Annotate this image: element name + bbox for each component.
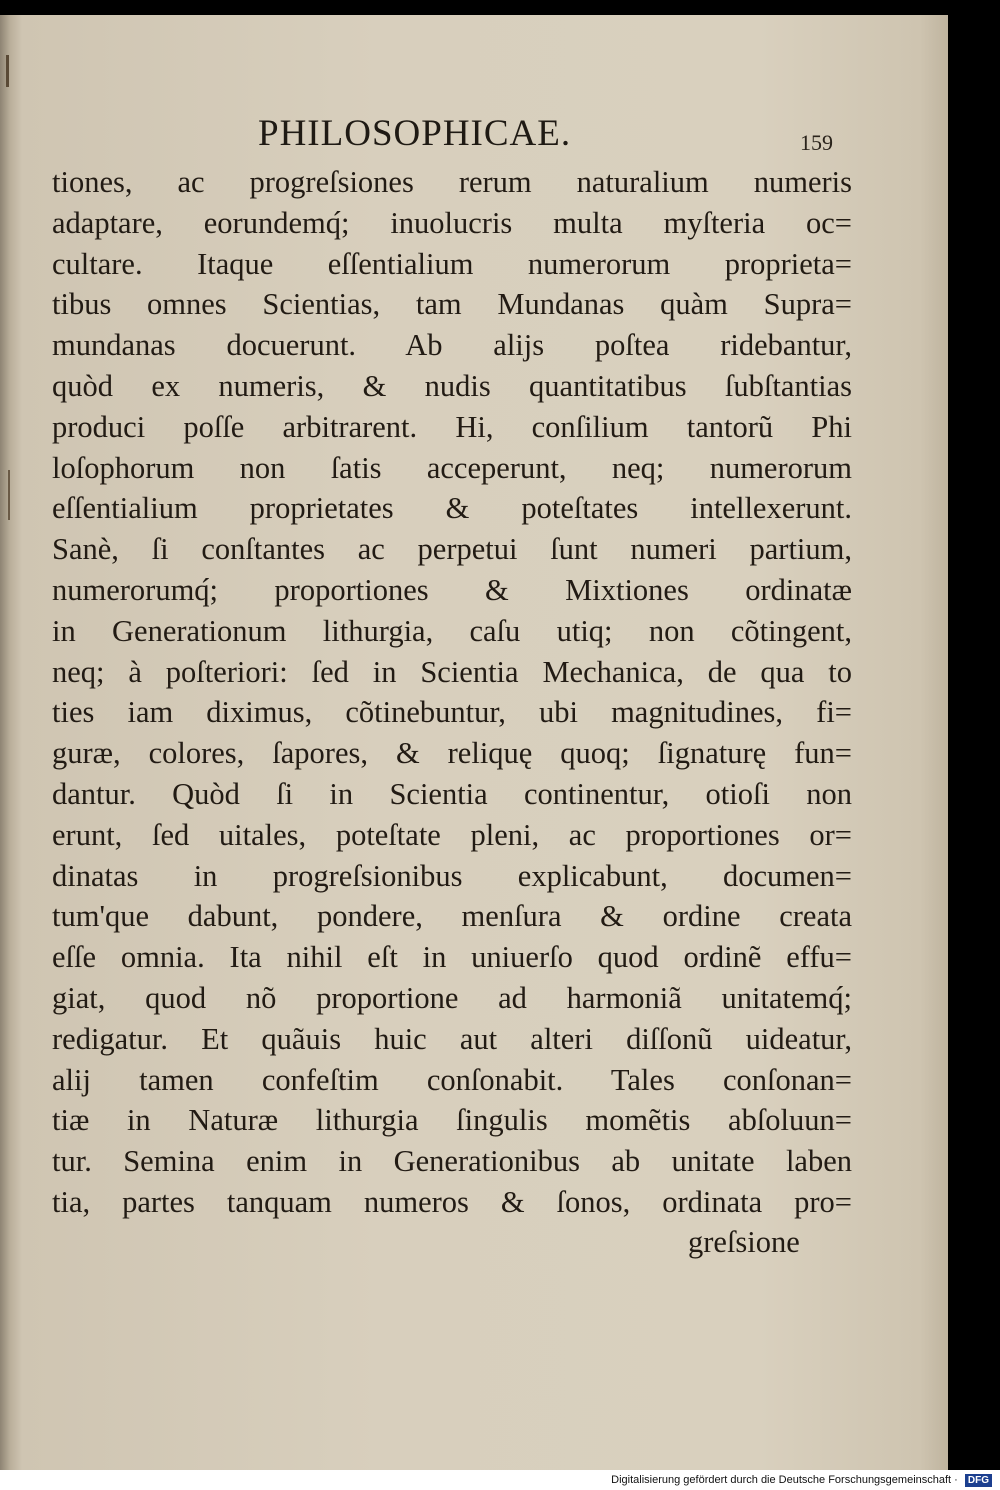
text-line: produci poſſe arbitrarent. Hi, conſilium tantorũ Phi <box>52 409 852 444</box>
text-line: dinatas in progreſsionibus explicabunt, documen= <box>52 858 852 893</box>
text-line: eſſentialium proprietates & poteſtates intellexerunt. <box>52 491 852 526</box>
text-line: Sanè, ſi conſtantes ac perpetui ſunt numeri partium, <box>52 532 852 567</box>
text-line: erunt, ſed uitales, poteſtate pleni, ac proportiones or= <box>52 817 852 852</box>
text-line: tur. Semina enim in Generationibus ab unitate laben <box>52 1144 852 1179</box>
body-text <box>52 162 852 1223</box>
catchword: greſsione <box>688 1225 800 1259</box>
text-line: tiæ in Naturæ lithurgia ſingulis momẽtis abſoluun= <box>52 1103 852 1138</box>
text-line: guræ, colores, ſapores, & reliquę quoq; ſignaturę fun= <box>52 736 852 771</box>
footer-credit-text: Digitalisierung gefördert durch die Deutsche Forschungsgemeinschaft · <box>611 1474 958 1486</box>
text-line: cultare. Itaque eſſentialium numerorum proprieta= <box>52 246 852 281</box>
text-line: ties iam diximus, cõtinebuntur, ubi magnitudines, fi= <box>52 695 852 730</box>
text-line: dantur. Quòd ſi in Scientia continentur, otioſi non <box>52 776 852 811</box>
text-line: neq; à poſteriori: ſed in Scientia Mechanica, de qua to <box>52 654 852 689</box>
text-line: tiones, ac progreſsiones rerum naturalium numeris <box>52 165 852 199</box>
text-line: redigatur. Et quãuis huic aut alteri diſſonũ uideatur, <box>52 1021 852 1056</box>
text-line: adaptare, eorundemq́; inuolucris multa myſteria oc= <box>52 205 852 240</box>
dfg-logo-icon: DFG <box>965 1474 992 1487</box>
running-head: PHILOSOPHICAE. <box>258 113 572 154</box>
gutter-mark <box>8 470 10 520</box>
text-line: tum'que dabunt, pondere, menſura & ordine creata <box>52 899 852 934</box>
digitization-credit-footer <box>0 1470 1000 1490</box>
text-line: giat, quod nõ proportione ad harmoniã unitatemq́; <box>52 980 852 1015</box>
text-line: eſſe omnia. Ita nihil eſt in uniuerſo quod ordinẽ effu= <box>52 940 852 975</box>
text-line: numerorumq́; proportiones & Mixtiones ordinatæ <box>52 572 852 607</box>
text-line: loſophorum non ſatis acceperunt, neq; numerorum <box>52 450 852 485</box>
page-number: 159 <box>800 130 833 155</box>
text-line: tibus omnes Scientias, tam Mundanas quàm Supra= <box>52 287 852 322</box>
text-line: quòd ex numeris, & nudis quantitatibus ſubſtantias <box>52 368 852 403</box>
text-line: mundanas docuerunt. Ab alijs poſtea ridebantur, <box>52 328 852 363</box>
text-line: tia, partes tanquam numeros & ſonos, ordinata pro= <box>52 1184 852 1219</box>
text-line: alij tamen confeſtim conſonabit. Tales conſonan= <box>52 1062 852 1097</box>
text-line: in Generationum lithurgia, caſu utiq; non cõtingent, <box>52 613 852 648</box>
gutter-mark <box>6 55 9 87</box>
